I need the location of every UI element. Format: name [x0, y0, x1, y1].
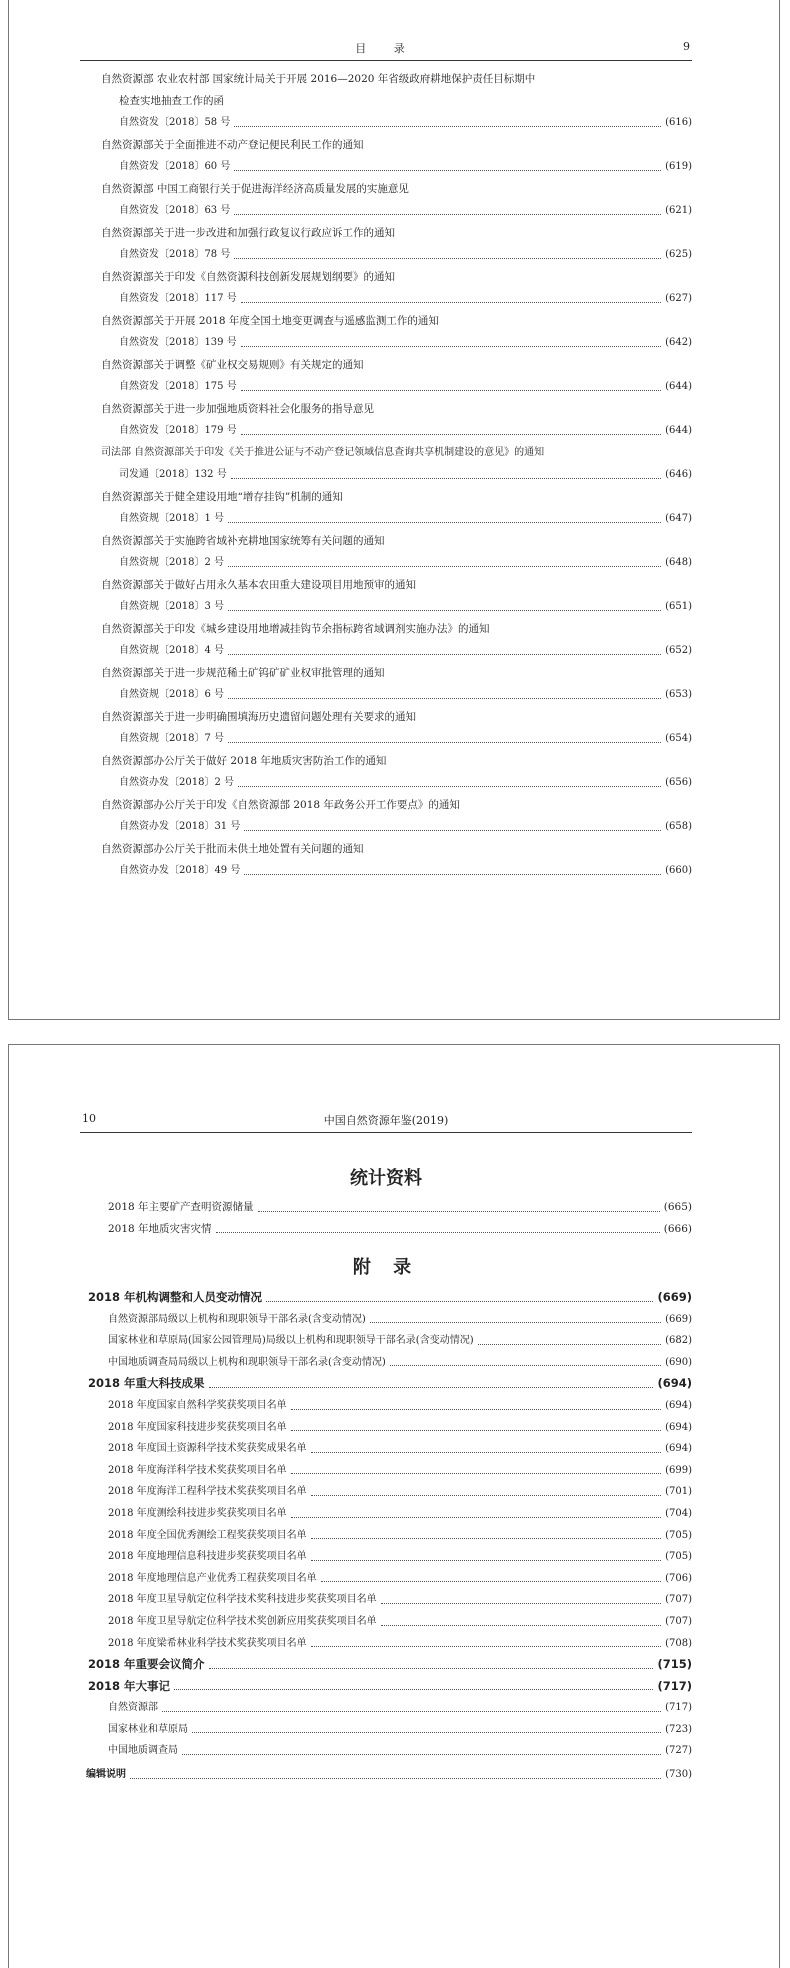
toc-entry[interactable] [101, 222, 692, 266]
toc-entry-doc-line [101, 112, 692, 134]
toc-entry-title: 自然资源部关于全面推进不动产登记便民利民工作的通知 [101, 139, 364, 151]
toc-list-page-9 [101, 68, 692, 882]
page-ref: (694) [665, 1443, 692, 1455]
doc-number: 司发通〔2018〕132 号 [119, 469, 227, 480]
page-ref: (669) [665, 1313, 692, 1325]
toc-row[interactable] [88, 1633, 692, 1655]
row-label: 2018 年地质灾害灾情 [108, 1222, 212, 1235]
page-header-10 [80, 1110, 692, 1133]
page-ref: (654) [665, 733, 692, 744]
toc-row[interactable] [88, 1719, 692, 1741]
dot-leader [258, 1197, 660, 1212]
page-ref: (682) [665, 1335, 692, 1347]
page-ref: (625) [665, 249, 692, 260]
dot-leader [174, 1676, 653, 1691]
dot-leader [311, 1525, 661, 1540]
page-ref: (656) [665, 777, 692, 788]
page-ref: (717) [665, 1702, 692, 1714]
header-title: 中国自然资源年鉴(2019) [323, 1114, 449, 1127]
header-page-number: 10 [82, 1112, 96, 1125]
toc-entry-doc-line [101, 640, 692, 662]
doc-number: 自然资规〔2018〕1 号 [119, 513, 224, 524]
toc-entry-title: 自然资源部办公厅关于印发《自然资源部 2018 年政务公开工作要点》的通知 [101, 799, 460, 811]
editor-note-row[interactable] [86, 1764, 692, 1786]
page-ref: (646) [665, 469, 692, 480]
page-ref: (694) [665, 1421, 692, 1433]
page-ref: (660) [665, 865, 692, 876]
section-title-statistics: 统计资料 [350, 1168, 422, 1189]
dot-leader [228, 508, 661, 523]
toc-entry[interactable] [101, 486, 692, 530]
doc-number: 自然资规〔2018〕6 号 [119, 689, 224, 700]
toc-entry-doc-line [101, 552, 692, 574]
toc-entry[interactable] [101, 354, 692, 398]
dot-leader [228, 596, 661, 611]
row-label: 2018 年度国土资源科学技术奖获奖成果名单 [108, 1443, 307, 1455]
dot-leader [192, 1719, 661, 1734]
toc-entry[interactable] [101, 706, 692, 750]
dot-leader [231, 464, 661, 479]
page-ref: (642) [665, 337, 692, 348]
page-header-9 [80, 38, 692, 61]
toc-entry-title: 自然资源部办公厅关于做好 2018 年地质灾害防治工作的通知 [101, 755, 387, 767]
dot-leader [234, 112, 661, 127]
row-label: 国家林业和草原局 [108, 1723, 188, 1735]
doc-number: 自然资发〔2018〕117 号 [119, 293, 237, 304]
toc-entry[interactable] [101, 310, 692, 354]
row-label: 自然资源部局级以上机构和现职领导干部名录(含变动情况) [108, 1313, 366, 1325]
toc-entry-title: 自然资源部关于健全建设用地“增存挂钩”机制的通知 [101, 491, 343, 503]
page-ref: (705) [665, 1551, 692, 1563]
dot-leader [182, 1740, 661, 1755]
toc-entry-title-continued: 检查实地抽查工作的函 [119, 95, 224, 107]
header-title: 目 录 [355, 42, 417, 55]
row-label: 2018 年度卫星导航定位科学技术奖创新应用奖获奖项目名单 [108, 1615, 377, 1627]
dot-leader [228, 640, 661, 655]
toc-entry-doc-line [101, 596, 692, 618]
doc-number: 自然资发〔2018〕139 号 [119, 337, 237, 348]
toc-row[interactable] [88, 1568, 692, 1590]
doc-number: 自然资规〔2018〕4 号 [119, 645, 224, 656]
dot-leader [381, 1589, 661, 1604]
doc-number: 自然资规〔2018〕7 号 [119, 733, 224, 744]
toc-category-row[interactable] [88, 1287, 692, 1309]
page-ref: (621) [665, 205, 692, 216]
dot-leader [266, 1287, 653, 1302]
dot-leader [238, 772, 661, 787]
toc-entry-title: 自然资源部办公厅关于批而未供土地处置有关问题的通知 [101, 843, 364, 855]
toc-entry-title: 自然资源部关于实施跨省域补充耕地国家统筹有关问题的通知 [101, 535, 385, 547]
toc-entry[interactable] [101, 838, 692, 882]
row-label: 中国地质调查局 [108, 1745, 178, 1757]
row-label: 2018 年度地理信息产业优秀工程获奖项目名单 [108, 1572, 317, 1584]
doc-number: 自然资发〔2018〕179 号 [119, 425, 237, 436]
doc-number: 自然资发〔2018〕78 号 [119, 249, 231, 260]
toc-entry-title: 自然资源部 中国工商银行关于促进海洋经济高质量发展的实施意见 [101, 183, 409, 195]
toc-row[interactable] [88, 1438, 692, 1460]
page-ref: (648) [665, 557, 692, 568]
row-label: 国家林业和草原局(国家公园管理局)局级以上机构和现职领导干部名录(含变动情况) [108, 1335, 474, 1347]
toc-row[interactable] [108, 1197, 692, 1219]
page-ref: (715) [657, 1657, 692, 1672]
row-label: 2018 年度海洋科学技术奖获奖项目名单 [108, 1464, 287, 1476]
dot-leader [311, 1633, 661, 1648]
toc-entry[interactable] [101, 530, 692, 574]
dot-leader [241, 288, 661, 303]
doc-number: 自然资发〔2018〕63 号 [119, 205, 231, 216]
toc-list-statistics [108, 1197, 692, 1240]
row-label: 2018 年度全国优秀测绘工程奖获奖项目名单 [108, 1529, 307, 1541]
toc-row[interactable] [88, 1697, 692, 1719]
page-ref: (694) [665, 1399, 692, 1411]
page-ref: (717) [657, 1678, 692, 1693]
toc-entry-title: 自然资源部关于进一步加强地质资料社会化服务的指导意见 [101, 403, 374, 415]
row-label: 中国地质调查局局级以上机构和现职领导干部名录(含变动情况) [108, 1356, 386, 1368]
dot-leader [321, 1568, 661, 1583]
toc-row[interactable] [108, 1219, 692, 1241]
dot-leader [370, 1309, 661, 1324]
row-label: 2018 年度卫星导航定位科学技术奖科技进步奖获奖项目名单 [108, 1594, 377, 1606]
page-ref: (653) [665, 689, 692, 700]
toc-row[interactable] [88, 1395, 692, 1417]
page-ref: (704) [665, 1507, 692, 1519]
header-page-number: 9 [683, 40, 690, 53]
toc-category-row[interactable] [88, 1654, 692, 1676]
toc-entry-doc-line [101, 156, 692, 178]
page-ref: (652) [665, 645, 692, 656]
row-label: 2018 年主要矿产查明资源储量 [108, 1201, 254, 1213]
toc-entry[interactable] [101, 750, 692, 794]
dot-leader [209, 1373, 654, 1388]
toc-entry[interactable] [101, 266, 692, 310]
page-ref: (690) [665, 1356, 692, 1368]
page-ref: (658) [665, 821, 692, 832]
dot-leader [234, 244, 661, 259]
row-label: 2018 年度地理信息科技进步奖获奖项目名单 [108, 1551, 307, 1563]
toc-entry-doc-line [101, 288, 692, 310]
toc-entry-doc-line [101, 332, 692, 354]
dot-leader [241, 376, 661, 391]
page-ref: (707) [665, 1594, 692, 1606]
toc-row[interactable] [88, 1611, 692, 1633]
dot-leader [241, 420, 661, 435]
doc-number: 自然资办发〔2018〕49 号 [119, 865, 241, 876]
row-label: 编辑说明 [86, 1769, 126, 1781]
row-label: 2018 年重要会议简介 [88, 1657, 205, 1672]
page-ref: (651) [665, 601, 692, 612]
toc-entry-title: 自然资源部关于印发《城乡建设用地增减挂钩节余指标跨省域调剂实施办法》的通知 [101, 623, 490, 635]
dot-leader [162, 1697, 661, 1712]
dot-leader [244, 860, 661, 875]
toc-entry-title: 自然资源部 农业农村部 国家统计局关于开展 2016—2020 年省级政府耕地保护责任目标期中 [101, 73, 536, 85]
toc-row[interactable] [88, 1417, 692, 1439]
toc-entry-doc-line [101, 244, 692, 266]
page-ref: (627) [665, 293, 692, 304]
page-ref: (730) [665, 1769, 692, 1781]
page-ref: (669) [657, 1290, 692, 1304]
page-ref: (723) [665, 1723, 692, 1735]
toc-entry-doc-line [101, 816, 692, 838]
dot-leader [291, 1460, 661, 1475]
row-label: 2018 年度海洋工程科学技术奖获奖项目名单 [108, 1486, 307, 1498]
toc-category-row[interactable] [88, 1676, 692, 1698]
toc-row[interactable] [88, 1352, 692, 1374]
dot-leader [311, 1546, 661, 1561]
doc-number: 自然资办发〔2018〕31 号 [119, 821, 241, 832]
toc-entry[interactable] [101, 574, 692, 618]
toc-category-row[interactable] [88, 1373, 692, 1395]
page-ref: (727) [665, 1745, 692, 1757]
dot-leader [311, 1481, 661, 1496]
toc-entry-doc-line [101, 464, 692, 486]
dot-leader [228, 684, 661, 699]
page-ref: (665) [663, 1201, 692, 1213]
toc-row[interactable] [88, 1525, 692, 1547]
toc-entry-title: 自然资源部关于调整《矿业权交易规则》有关规定的通知 [101, 359, 364, 371]
toc-entry-title: 自然资源部关于进一步改进和加强行政复议行政应诉工作的通知 [101, 227, 395, 239]
toc-entry-doc-line [101, 200, 692, 222]
toc-entry-title: 司法部 自然资源部关于印发《关于推进公证与不动产登记领域信息查询共享机制建设的意见》的通知 [101, 447, 545, 458]
dot-leader [130, 1764, 661, 1779]
toc-entry-doc-line [101, 772, 692, 794]
toc-entry[interactable] [101, 134, 692, 178]
dot-leader [244, 816, 661, 831]
toc-list-appendix [88, 1287, 692, 1786]
page-ref: (707) [665, 1615, 692, 1627]
row-label: 2018 年度国家自然科学奖获奖项目名单 [108, 1399, 287, 1411]
page-ref: (701) [665, 1486, 692, 1498]
dot-leader [291, 1503, 661, 1518]
toc-entry[interactable] [101, 618, 692, 662]
row-label: 2018 年度国家科技进步奖获奖项目名单 [108, 1421, 287, 1433]
toc-entry-doc-line [101, 376, 692, 398]
toc-entry[interactable] [101, 794, 692, 838]
dot-leader [478, 1330, 662, 1345]
toc-entry-doc-line [101, 728, 692, 750]
dot-leader [216, 1219, 660, 1234]
toc-entry-doc-line [101, 684, 692, 706]
toc-row[interactable] [88, 1740, 692, 1762]
toc-entry-doc-line [101, 508, 692, 530]
page-ref: (706) [665, 1572, 692, 1584]
toc-row[interactable] [88, 1481, 692, 1503]
toc-entry-doc-line [101, 860, 692, 882]
dot-leader [209, 1654, 654, 1669]
toc-entry-title: 自然资源部关于进一步明确围填海历史遗留问题处理有关要求的通知 [101, 711, 416, 723]
doc-number: 自然资发〔2018〕175 号 [119, 381, 237, 392]
row-label: 自然资源部 [108, 1702, 158, 1714]
dot-leader [291, 1417, 661, 1432]
row-label: 2018 年度测绘科技进步奖获奖项目名单 [108, 1507, 287, 1519]
dot-leader [228, 728, 661, 743]
page-ref: (708) [665, 1637, 692, 1649]
dot-leader [234, 156, 661, 171]
toc-entry-title: 自然资源部关于开展 2018 年度全国土地变更调查与遥感监测工作的通知 [101, 315, 439, 327]
page-ref: (616) [665, 117, 692, 128]
toc-entry-title: 自然资源部关于进一步规范稀土矿钨矿矿业权审批管理的通知 [101, 667, 385, 679]
toc-row[interactable] [88, 1330, 692, 1352]
toc-entry-doc-line [101, 420, 692, 442]
page-ref: (647) [665, 513, 692, 524]
toc-entry[interactable] [101, 662, 692, 706]
doc-number: 自然资发〔2018〕58 号 [119, 117, 231, 128]
page-ref: (694) [657, 1376, 692, 1391]
page-ref: (666) [663, 1222, 692, 1235]
dot-leader [241, 332, 661, 347]
page-ref: (705) [665, 1529, 692, 1541]
doc-number: 自然资办发〔2018〕2 号 [119, 777, 234, 788]
toc-row[interactable] [88, 1309, 692, 1331]
page-ref: (644) [665, 425, 692, 436]
row-label: 2018 年大事记 [88, 1678, 171, 1693]
toc-row[interactable] [88, 1546, 692, 1568]
toc-row[interactable] [88, 1589, 692, 1611]
row-label: 2018 年度梁希林业科学技术奖获奖项目名单 [108, 1637, 307, 1649]
dot-leader [291, 1395, 661, 1410]
toc-entry[interactable] [101, 68, 692, 134]
toc-entry-title: 自然资源部关于做好占用永久基本农田重大建设项目用地预审的通知 [101, 579, 416, 591]
page-ref: (699) [665, 1464, 692, 1476]
doc-number: 自然资规〔2018〕2 号 [119, 557, 224, 568]
row-label: 2018 年机构调整和人员变动情况 [88, 1290, 263, 1304]
row-label: 2018 年重大科技成果 [88, 1376, 205, 1391]
toc-entry[interactable] [101, 442, 692, 486]
dot-leader [390, 1352, 661, 1367]
doc-number: 自然资规〔2018〕3 号 [119, 601, 224, 612]
page-ref: (644) [665, 381, 692, 392]
toc-row[interactable] [88, 1503, 692, 1525]
dot-leader [311, 1438, 661, 1453]
dot-leader [381, 1611, 661, 1626]
doc-number: 自然资发〔2018〕60 号 [119, 161, 231, 172]
page-ref: (619) [665, 161, 692, 172]
dot-leader [228, 552, 661, 567]
toc-row[interactable] [88, 1460, 692, 1482]
dot-leader [234, 200, 661, 215]
section-title-appendix: 附 录 [352, 1257, 420, 1278]
toc-entry[interactable] [101, 178, 692, 222]
toc-entry[interactable] [101, 398, 692, 442]
toc-entry-title: 自然资源部关于印发《自然资源科技创新发展规划纲要》的通知 [101, 271, 395, 283]
